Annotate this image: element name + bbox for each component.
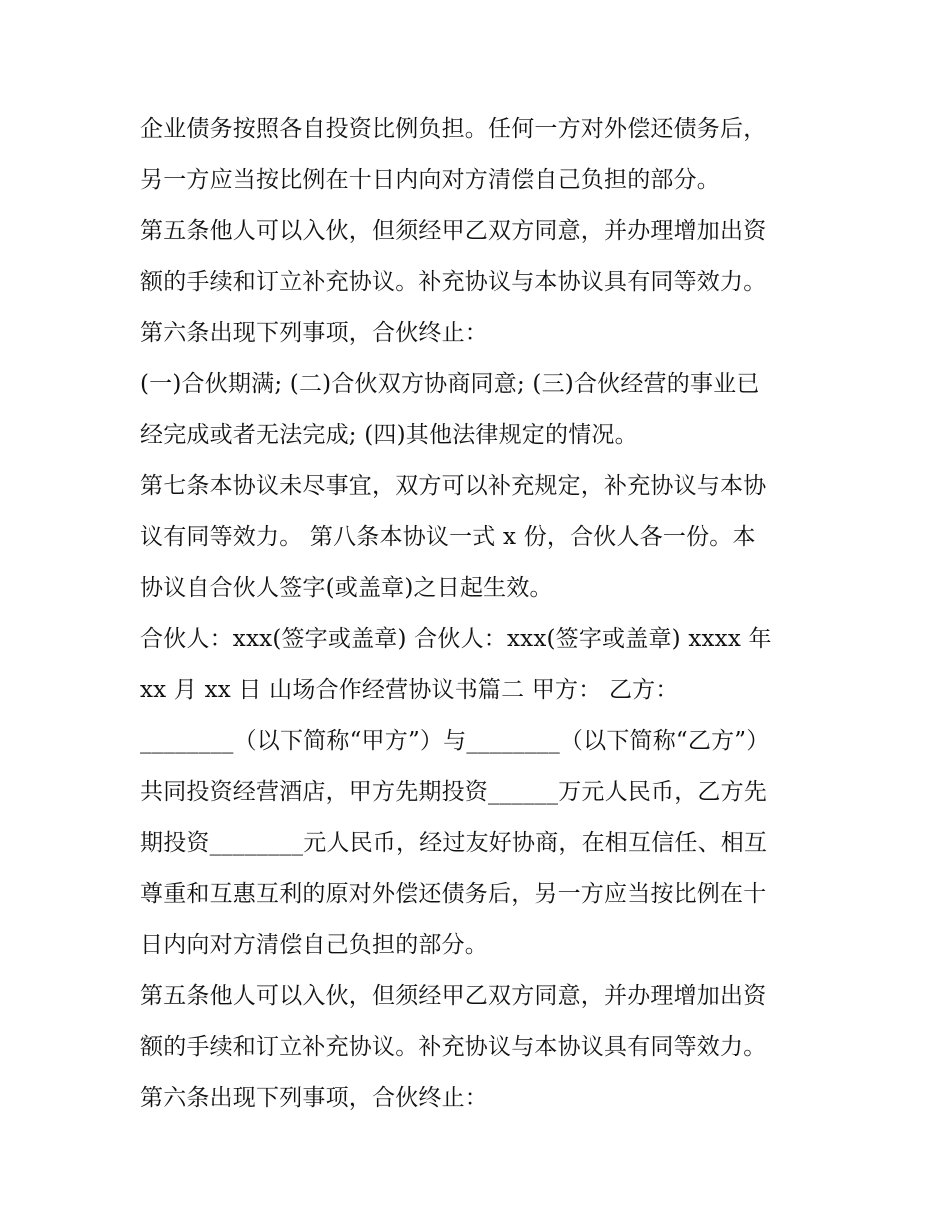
text-line: 第五条他人可以入伙，但须经甲乙双方同意，并办理增加出资	[140, 983, 767, 1009]
text-line: 第六条出现下列事项，合伙终止：	[140, 320, 488, 346]
text-line: 额的手续和订立补充协议。补充协议与本协议具有同等效力。	[140, 1034, 767, 1060]
text-line: 共同投资经营酒店，甲方先期投资______万元人民币，乙方先	[140, 779, 767, 805]
text-line: 日内向对方清偿自己负担的部分。	[140, 932, 488, 958]
text-line: xx 月 xx 日 山场合作经营协议书篇二 甲方： 乙方：	[140, 677, 679, 703]
text-line: 协议自合伙人签字(或盖章)之日起生效。	[140, 575, 553, 601]
text-line: 议有同等效力。 第八条本协议一式 x 份，合伙人各一份。本	[140, 524, 756, 550]
text-line: 尊重和互惠互利的原对外偿还债务后，另一方应当按比例在十	[140, 881, 767, 907]
text-line: 合伙人：xxx(签字或盖章) 合伙人：xxx(签字或盖章) xxxx 年	[140, 626, 772, 652]
text-line: 经完成或者无法完成; (四)其他法律规定的情况。	[140, 422, 638, 448]
document-body	[140, 104, 820, 1124]
text-line: 另一方应当按比例在十日内向对方清偿自己负担的部分。	[140, 167, 720, 193]
text-line: ________（以下简称“甲方”）与________（以下简称“乙方”）	[140, 728, 770, 754]
text-line: 第六条出现下列事项，合伙终止：	[140, 1085, 488, 1111]
text-line: 第五条他人可以入伙，但须经甲乙双方同意，并办理增加出资	[140, 218, 767, 244]
text-line: (一)合伙期满; (二)合伙双方协商同意; (三)合伙经营的事业已	[140, 371, 760, 397]
text-line: 期投资________元人民币，经过友好协商，在相互信任、相互	[140, 830, 768, 856]
text-line: 额的手续和订立补充协议。补充协议与本协议具有同等效力。	[140, 269, 767, 295]
text-line: 第七条本协议未尽事宜，双方可以补充规定，补充协议与本协	[140, 473, 767, 499]
text-line: 企业债务按照各自投资比例负担。任何一方对外偿还债务后，	[140, 116, 767, 142]
